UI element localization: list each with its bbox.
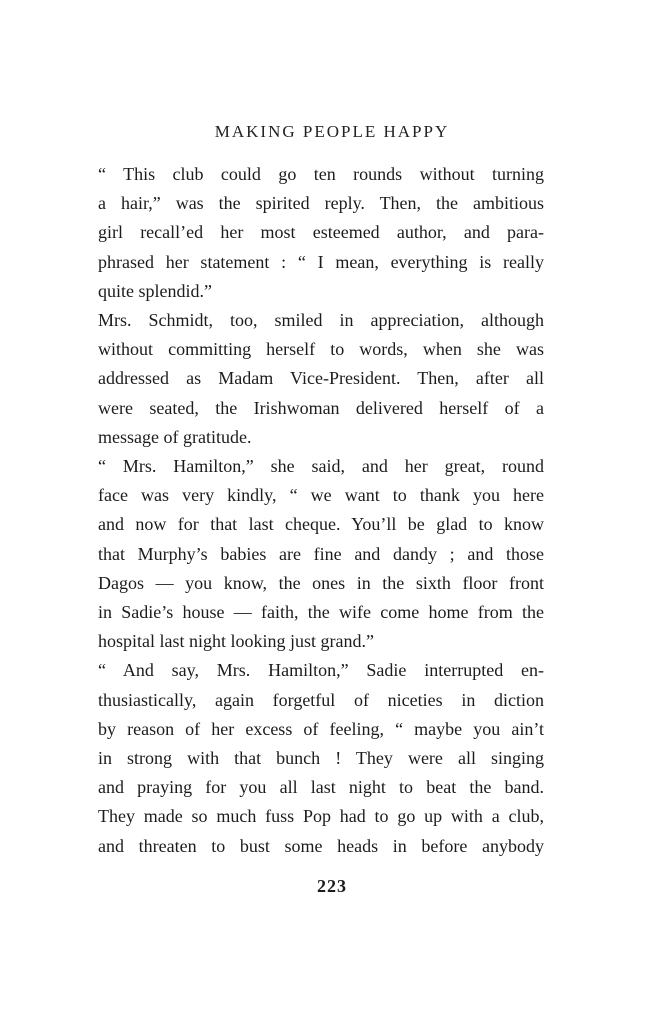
text-line: that Murphy’s babies are fine and dandy ; and those (98, 543, 544, 564)
page-number: 223 (317, 876, 347, 896)
paragraph-3 (79, 452, 544, 656)
text-line: phrased her statement : “ I mean, everything is really (98, 251, 544, 272)
text-line: Mrs. Schmidt, too, smiled in appreciation, although (98, 310, 544, 331)
text-line: a hair,” was the spirited reply. Then, the ambitious (98, 193, 544, 214)
text-line: “ This club could go ten rounds without turning (98, 164, 544, 184)
text-line: and now for that last cheque. You’ll be glad to know (98, 514, 544, 535)
paragraph-2 (79, 306, 544, 452)
text-line: hospital last night looking just grand.” (98, 631, 374, 652)
text-line: in Sadie’s house — faith, the wife come home from the (98, 602, 544, 623)
text-line: Dagos — you know, the ones in the sixth floor front (98, 572, 544, 593)
body-text (79, 160, 544, 861)
text-line: girl recall’ed her most esteemed author, and para- (98, 222, 544, 243)
text-line: and threaten to bust some heads in before anybody (98, 835, 544, 856)
paragraph-4 (79, 656, 544, 860)
text-line: without committing herself to words, when she was (98, 339, 544, 360)
text-line: They made so much fuss Pop had to go up with a club, (98, 806, 544, 827)
text-line: “ Mrs. Hamilton,” she said, and her great, round (98, 456, 544, 477)
text-line: message of gratitude. (98, 426, 252, 447)
text-line: were seated, the Irishwoman delivered herself of a (98, 397, 544, 418)
text-line: addressed as Madam Vice-President. Then, after all (98, 368, 544, 389)
text-line: quite splendid.” (98, 280, 212, 301)
text-line: “ And say, Mrs. Hamilton,” Sadie interrupted en- (98, 660, 544, 681)
text-line: in strong with that bunch ! They were all singing (98, 748, 544, 769)
running-head: MAKING PEOPLE HAPPY (214, 122, 450, 141)
text-line: and praying for you all last night to beat the band. (98, 777, 544, 798)
text-line: face was very kindly, “ we want to thank you here (98, 485, 544, 506)
text-line: by reason of her excess of feeling, “ maybe you ain’t (98, 718, 544, 739)
text-line: thusiastically, again forgetful of niceties in diction (98, 689, 544, 710)
paragraph-1 (79, 160, 544, 306)
